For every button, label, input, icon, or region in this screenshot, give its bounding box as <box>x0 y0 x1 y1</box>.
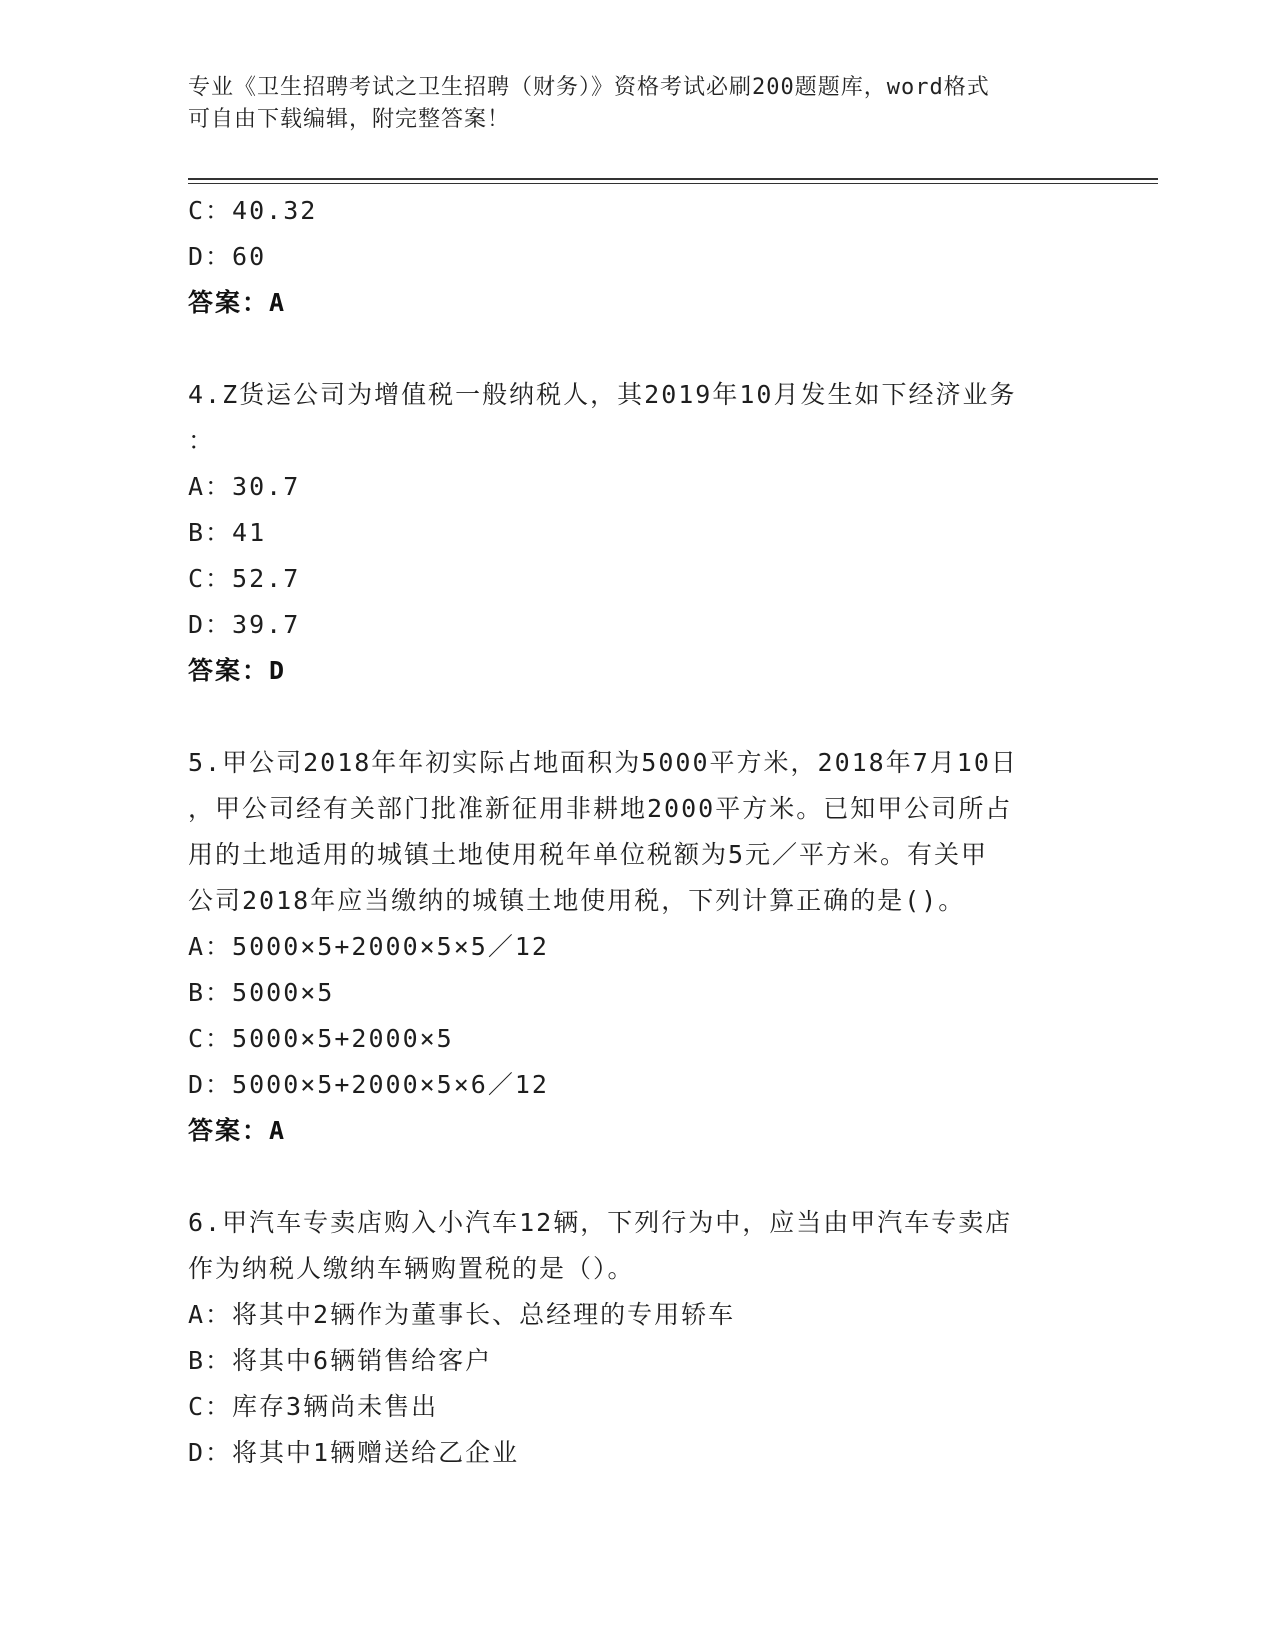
q5-option-c: C：5000×5+2000×5 <box>188 1024 454 1053</box>
q5-answer: 答案：A <box>188 1116 287 1145</box>
q5-stem-line-1: 5.甲公司2018年年初实际占地面积为5000平方米，2018年7月10日 <box>188 748 1018 777</box>
q3-option-c: C：40.32 <box>188 196 318 225</box>
q5-stem-line-4: 公司2018年应当缴纳的城镇土地使用税，下列计算正确的是()。 <box>188 886 966 915</box>
q4-option-a: A：30.7 <box>188 472 301 501</box>
q6-stem-line-1: 6.甲汽车专卖店购入小汽车12辆，下列行为中，应当由甲汽车专卖店 <box>188 1208 1013 1237</box>
header-line-1: 专业《卫生招聘考试之卫生招聘（财务）》资格考试必刷200题题库，word格式 <box>188 75 990 100</box>
q6-option-d: D：将其中1辆赠送给乙企业 <box>188 1438 520 1467</box>
q4-stem-line-1: 4.Z货运公司为增值税一般纳税人，其2019年10月发生如下经济业务 <box>188 380 1017 409</box>
q4-option-c: C：52.7 <box>188 564 301 593</box>
q5-option-a: A：5000×5+2000×5×5／12 <box>188 932 549 961</box>
q4-option-d: D：39.7 <box>188 610 301 639</box>
q5-stem-line-2: ，甲公司经有关部门批准新征用非耕地2000平方米。已知甲公司所占 <box>188 794 1013 823</box>
q6-stem-line-2: 作为纳税人缴纳车辆购置税的是（）。 <box>188 1254 635 1283</box>
header-line-2: 可自由下载编辑，附完整答案！ <box>188 107 511 132</box>
q4-stem-line-2: ： <box>188 426 216 455</box>
q5-option-b: B：5000×5 <box>188 978 335 1007</box>
header-rule-thick <box>188 178 1158 180</box>
q5-option-d: D：5000×5+2000×5×6／12 <box>188 1070 549 1099</box>
question-content <box>188 188 1088 1476</box>
q5-stem-line-3: 用的土地适用的城镇土地使用税年单位税额为5元／平方米。有关甲 <box>188 840 989 869</box>
header-rule-thin <box>188 183 1158 184</box>
q4-option-b: B：41 <box>188 518 267 547</box>
document-header <box>188 72 1068 136</box>
q6-option-c: C：库存3辆尚未售出 <box>188 1392 439 1421</box>
q4-answer: 答案：D <box>188 656 287 685</box>
q6-option-b: B：将其中6辆销售给客户 <box>188 1346 493 1375</box>
q3-answer: 答案：A <box>188 288 287 317</box>
q3-option-d: D：60 <box>188 242 267 271</box>
q6-option-a: A：将其中2辆作为董事长、总经理的专用轿车 <box>188 1300 736 1329</box>
